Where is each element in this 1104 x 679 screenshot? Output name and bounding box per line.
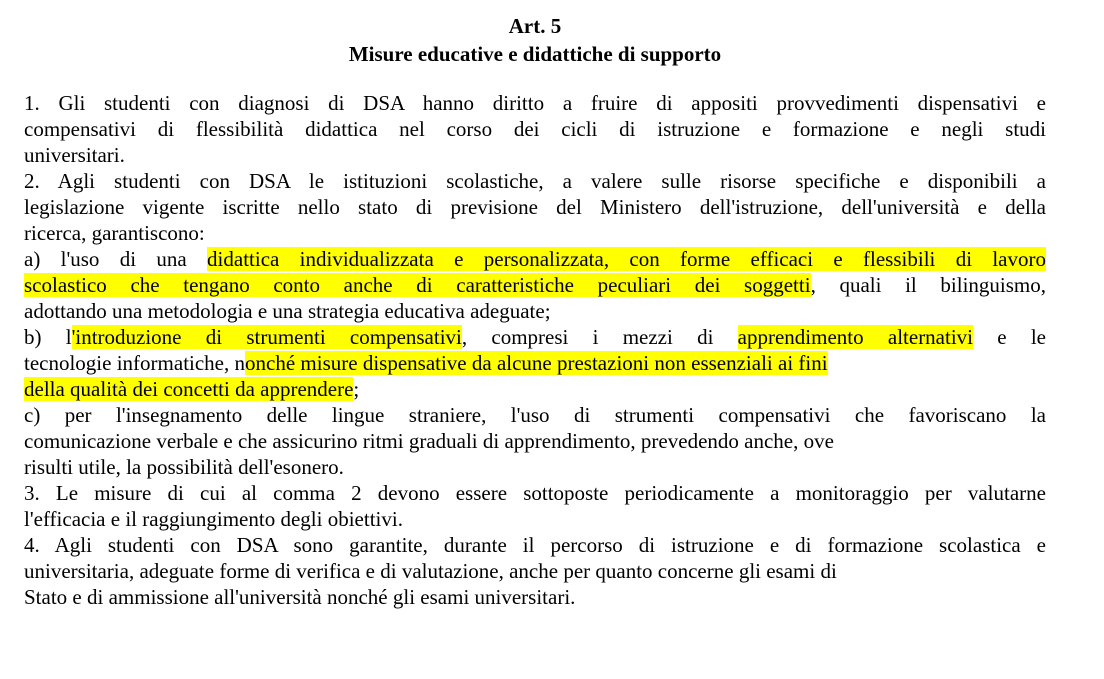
paragraph-2 (24, 168, 1046, 480)
article-number: Art. 5 (508, 14, 562, 38)
text-line: compensativi di flessibilità didattica nel corso dei cicli di istruzione e formazione e negli studi (24, 117, 1046, 141)
text-line: Stato e di ammissione all'università nonché gli esami universitari. (24, 585, 576, 609)
highlighted-text: apprendimento alternativi (737, 325, 974, 349)
text-line (24, 376, 1046, 402)
text-line (24, 324, 1046, 350)
text-line (24, 272, 1046, 298)
text-line: 4. Agli studenti con DSA sono garantite, durante il percorso di istruzione e di formazione scolastica e (24, 533, 1046, 557)
text-line: ricerca, garantiscono: (24, 221, 205, 245)
text-line: universitaria, adeguate forme di verifica e di valutazione, anche per quanto concerne gli esami di (24, 559, 837, 583)
highlighted-text: scolastico che tengano conto anche di caratteristiche peculiari dei soggetti (24, 273, 811, 297)
highlighted-text: 'introduzione di strumenti compensativi (71, 325, 462, 349)
text-line: c) per l'insegnamento delle lingue straniere, l'uso di strumenti compensativi che favoriscano la (24, 403, 1046, 427)
text-segment: e le (973, 325, 1046, 349)
text-segment: , quali il bilinguismo, (810, 273, 1046, 297)
highlighted-text: della qualità dei concetti da apprendere (24, 377, 354, 401)
text-line: comunicazione verbale e che assicurino ritmi graduali di apprendimento, prevedendo anche, ove (24, 429, 834, 453)
text-segment: ; (353, 377, 360, 401)
text-line: universitari. (24, 143, 125, 167)
document-page (24, 12, 1046, 610)
text-line: risulti utile, la possibilità dell'esonero. (24, 455, 344, 479)
text-line: l'efficacia e il raggiungimento degli obiettivi. (24, 507, 403, 531)
highlighted-text: didattica individualizzata e personalizzata, con forme efficaci e flessibili di lavoro (207, 247, 1046, 271)
paragraph-3 (24, 480, 1046, 532)
text-line: 3. Le misure di cui al comma 2 devono essere sottoposte periodicamente a monitoraggio per valutarne (24, 481, 1046, 505)
paragraph-1 (24, 90, 1046, 168)
highlighted-text: onché misure dispensative da alcune prestazioni non essenziali ai fini (245, 351, 828, 375)
text-segment: , compresi i mezzi di (461, 325, 738, 349)
text-segment: b) l (24, 325, 72, 349)
text-segment: a) l'uso di una (24, 247, 208, 271)
text-line: legislazione vigente iscritte nello stato di previsione del Ministero dell'istruzione, dell'università e della (24, 195, 1046, 219)
text-line: adottando una metodologia e una strategia educativa adeguate; (24, 299, 551, 323)
paragraph-4 (24, 532, 1046, 610)
text-line: 1. Gli studenti con diagnosi di DSA hanno diritto a fruire di appositi provvedimenti dispensativi e (24, 91, 1046, 115)
text-line (24, 350, 1046, 376)
text-line (24, 246, 1046, 272)
text-segment: tecnologie informatiche, n (24, 351, 246, 375)
article-title: Misure educative e didattiche di supporto (348, 42, 722, 66)
text-line: 2. Agli studenti con DSA le istituzioni scolastiche, a valere sulle risorse specifiche e disponibili a (24, 169, 1046, 193)
